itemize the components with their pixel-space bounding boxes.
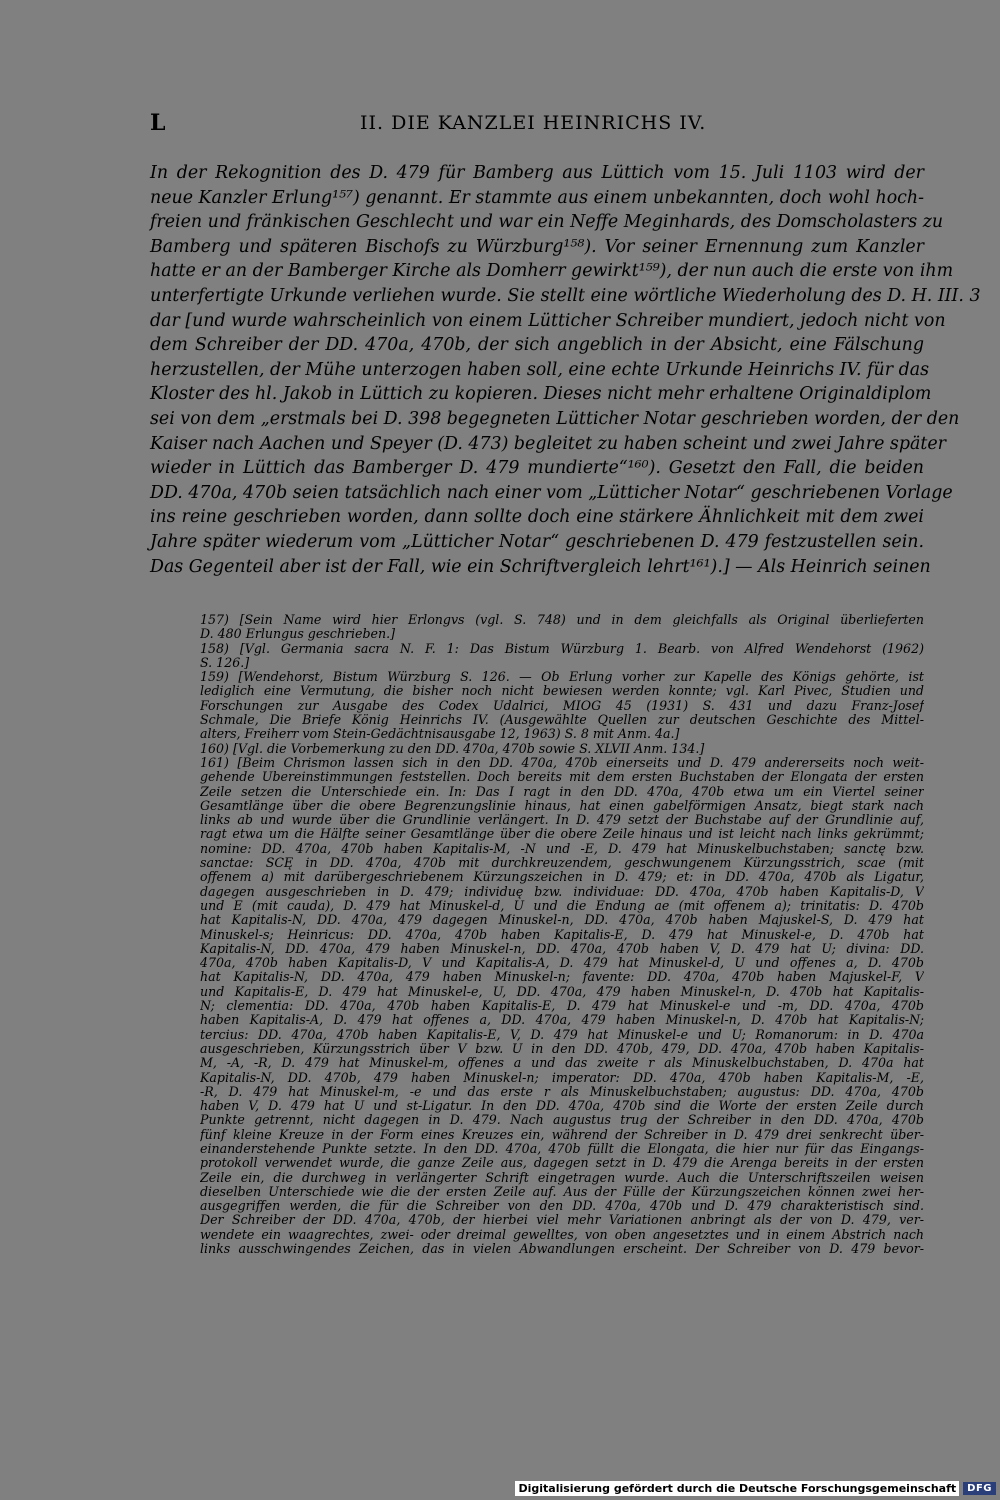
main-text-line: Jahre später wiederum vom „Lütticher Notar“ geschriebenen D. 479 festzustellen sein.: [150, 531, 924, 552]
footnotes: [200, 613, 924, 1256]
footnote-line: einanderstehende Punkte setzte. In den DD. 470a, 470b füllt die Elongata, die hier nur für das Eingangs-: [200, 1141, 924, 1156]
main-text-line: Kaiser nach Aachen und Speyer (D. 473) begleitet zu haben scheint und zwei Jahre später: [150, 433, 946, 454]
footnote-line: wendete ein waagrechtes, zwei- oder dreimal gewelltes, von oben angesetztes und in einem Abstrich nach: [200, 1227, 924, 1242]
main-text-line: Das Gegenteil aber ist der Fall, wie ein Schriftvergleich lehrt¹⁶¹).] — Als Heinrich seinen: [150, 556, 931, 577]
footnote-line: hat Kapitalis-N, DD. 470a, 479 dagegen Minuskel-n, DD. 470a, 470b haben Majuskel-S, D. 479 hat: [200, 913, 924, 928]
funding-notice: Digitalisierung gefördert durch die Deutsche Forschungsgemeinschaft: [515, 1481, 959, 1496]
main-text: [150, 161, 981, 579]
footnote-line: ragt etwa um die Hälfte seiner Gesamtlänge über die obere Zeile hinaus und ist leicht nach links gekrümmt;: [200, 827, 924, 842]
main-text-line: Bamberg und späteren Bischofs zu Würzburg¹⁵⁸). Vor seiner Ernennung zum Kanzler: [150, 236, 924, 257]
footnote-line: 159) [Wendehorst, Bistum Würzburg S. 126. — Ob Erlung vorher zur Kapelle des Königs gehörte, ist: [200, 670, 924, 685]
main-text-line: freien und fränkischen Geschlecht und war ein Neffe Meginhards, des Domscholasters zu: [150, 212, 944, 233]
running-title: II. DIE KANZLEI HEINRICHS IV.: [360, 112, 707, 134]
dfg-logo: DFG: [963, 1482, 996, 1495]
main-text-line: Kloster des hl. Jakob in Lüttich zu kopieren. Dieses nicht mehr erhaltene Originaldiplom: [150, 384, 932, 405]
footnote-line: und E (mit cauda), D. 479 hat Minuskel-d, U und die Endung ae (mit offenem a); trinitatis: D. 470b: [200, 898, 924, 913]
footnote-line: fünf kleine Kreuze in der Form eines Kreuzes ein, während der Schreiber in D. 479 drei senkrecht über-: [200, 1127, 924, 1142]
footnote-line: -R, D. 479 hat Minuskel-m, -e und das erste r als Minuskelbuchstaben; augustus: DD. 470a, 470b: [200, 1084, 924, 1099]
footnote-line: 160) [Vgl. die Vorbemerkung zu den DD. 470a, 470b sowie S. XLVII Anm. 134.]: [200, 741, 705, 756]
footnote-line: M, -A, -R, D. 479 hat Minuskel-m, offenes a und das zweite r als Minuskelbuchstaben, D. 470a hat: [200, 1056, 924, 1071]
page-number: L: [150, 110, 167, 136]
main-text-line: ins reine geschrieben worden, dann sollte doch eine stärkere Ähnlichkeit mit dem zwei: [150, 507, 924, 528]
footnote-line: D. 480 Erlungus geschrieben.]: [200, 627, 395, 642]
footnote-line: gehende Übereinstimmungen feststellen. Doch bereits mit dem ersten Buchstaben der Elongata der ersten: [200, 770, 924, 785]
footnote-line: Gesamtlänge über die obere Begrenzungslinie hinaus, hat einen gabelförmigen Ansatz, biegt stark nach: [200, 798, 924, 813]
footnote-line: 157) [Sein Name wird hier Erlongvs (vgl. S. 748) und in dem gleichfalls als Original überlieferten: [200, 613, 924, 627]
footnote-line: hat Kapitalis-N, DD. 470a, 479 haben Minuskel-n; favente: DD. 470a, 470b haben Majuskel-F, V: [200, 970, 924, 985]
main-text-line: wieder in Lüttich das Bamberger D. 479 mundierte“¹⁶⁰). Gesetzt den Fall, die beiden: [150, 458, 924, 479]
footnote-line: 161) [Beim Chrismon lassen sich in den DD. 470a, 470b einerseits und D. 479 andererseits noch weit-: [200, 755, 924, 770]
footnote-line: Punkte getrennt, nicht dagegen in D. 479. Nach augustus trug der Schreiber in den DD. 470a, 470b: [200, 1113, 924, 1128]
footnote-line: protokoll verwendet wurde, die ganze Zeile aus, dagegen setzt in D. 479 die Arenga bereits in der ersten: [200, 1156, 924, 1171]
footnote-line: Kapitalis-N, DD. 470b, 479 haben Minuskel-n; imperator: DD. 470a, 470b haben Kapitalis-M, -E,: [200, 1070, 924, 1085]
main-text-line: In der Rekognition des D. 479 für Bamberg aus Lüttich vom 15. Juli 1103 wird der: [150, 163, 924, 183]
footnote-line: Kapitalis-N, DD. 470a, 479 haben Minuskel-n, DD. 470a, 470b haben V, D. 479 hat U; divina: DD.: [200, 941, 924, 956]
main-text-line: hatte er an der Bamberger Kirche als Domherr gewirkt¹⁵⁹), der nun auch die erste von ihm: [150, 261, 954, 282]
main-text-line: unterfertigte Urkunde verliehen wurde. Sie stellt eine wörtliche Wiederholung des D. H. III. 3: [150, 285, 981, 306]
footnote-line: Zeile setzen die Unterschiede ein. In: Das I ragt in den DD. 470a, 470b etwa um ein Viertel seiner: [200, 784, 924, 799]
footnote-line: haben Kapitalis-A, D. 479 hat offenes a, DD. 470a, 479 haben Minuskel-n, D. 470b hat Kapitalis-N;: [200, 1013, 924, 1028]
footnote-line: ausgegriffen werden, die für die Schreiber von den DD. 470a, 470b und D. 479 charakteristisch sind.: [200, 1199, 924, 1214]
footnote-line: ausgeschrieben, Kürzungsstrich über V bzw. U in den DD. 470b, 479, DD. 470a, 470b haben Kapitalis-: [200, 1041, 924, 1056]
footnote-line: dieselben Unterschiede wie die der ersten Zeile auf. Aus der Fülle der Kürzungszeichen können zwei her-: [200, 1184, 924, 1199]
footnote-line: offenem a) mit darübergeschriebenem Kürzungszeichen in D. 479; et: in DD. 470a, 470b als Ligatur,: [200, 870, 924, 885]
footnote-line: Forschungen zur Ausgabe des Codex Udalrici, MIÖG 45 (1931) S. 431 und dazu Franz-Josef: [200, 698, 924, 713]
footnote-line: N; clementia: DD. 470a, 470b haben Kapitalis-E, D. 479 hat Minuskel-e und -m, DD. 470a, 470b: [200, 999, 924, 1014]
main-text-line: neue Kanzler Erlung¹⁵⁷) genannt. Er stammte aus einem unbekannten, doch wohl hoch-: [150, 187, 924, 208]
footnote-line: Schmale, Die Briefe König Heinrichs IV. (Ausgewählte Quellen zur deutschen Geschichte des Mittel-: [200, 713, 924, 728]
main-text-line: dem Schreiber der DD. 470a, 470b, der sich angeblich in der Absicht, eine Fälschung: [150, 335, 924, 356]
main-text-line: herzustellen, der Mühe unterzogen haben soll, eine echte Urkunde Heinrichs IV. für das: [150, 359, 930, 380]
footnote-line: und Kapitalis-E, D. 479 hat Minuskel-e, U, DD. 470a, 479 haben Minuskel-n, D. 470b hat Kapitalis-: [200, 984, 924, 999]
footnote-line: lediglich eine Vermutung, die bisher noch nicht bewiesen werden konnte; vgl. Karl Pivec, Studien und: [200, 684, 924, 699]
footnote-line: haben V, D. 479 hat U und st-Ligatur. In den DD. 470a, 470b sind die Worte der ersten Zeile durch: [200, 1099, 924, 1114]
footnote-line: tercius: DD. 470a, 470b haben Kapitalis-E, V, D. 479 hat Minuskel-e und U; Romanorum: in D. 470a: [200, 1027, 924, 1042]
footnote-line: sanctae: SCĘ in DD. 470a, 470b mit durchkreuzendem, geschwungenem Kürzungsstrich, scae (mit: [200, 856, 924, 871]
main-text-line: DD. 470a, 470b seien tatsächlich nach einer vom „Lütticher Notar“ geschriebenen Vorlage: [150, 482, 953, 503]
footnote-line: Der Schreiber der DD. 470a, 470b, der hierbei viel mehr Variationen anbringt als der von D. 479, ver-: [200, 1213, 924, 1228]
main-text-line: sei von dem „erstmals bei D. 398 begegneten Lütticher Notar geschrieben worden, der den: [150, 408, 960, 429]
main-text-line: dar [und wurde wahrscheinlich von einem Lütticher Schreiber mundiert, jedoch nicht von: [150, 310, 946, 331]
footer: [515, 1481, 996, 1496]
footnote-line: 158) [Vgl. Germania sacra N. F. 1: Das Bistum Würzburg 1. Bearb. von Alfred Wendehorst (1962): [200, 641, 924, 656]
footnote-line: nomine: DD. 470a, 470b haben Kapitalis-M, -N und -E, D. 479 hat Minuskelbuchstaben; sanctę bzw.: [200, 841, 924, 856]
footnote-line: 470a, 470b haben Kapitalis-D, V und Kapitalis-A, D. 479 hat Minuskel-d, U und offenes a, D. 470b: [200, 956, 924, 971]
footnote-line: dagegen ausgeschrieben in D. 479; individuę bzw. individuae: DD. 470a, 470b haben Kapitalis-D, V: [200, 884, 924, 899]
footnote-line: Zeile ein, die durchweg in verlängerter Schrift eingetragen wurde. Auch die Unterschriftszeilen weisen: [200, 1170, 924, 1185]
footnote-line: links ausschwingendes Zeichen, das in vielen Abwandlungen erscheint. Der Schreiber von D. 479 bevor-: [200, 1242, 924, 1257]
footnote-line: Minuskel-s; Heinricus: DD. 470a, 470b haben Kapitalis-E, D. 479 hat Minuskel-e, D. 470b hat: [200, 927, 924, 942]
footnote-line: S. 126.]: [200, 655, 250, 670]
footnote-line: links ab und wurde über die Grundlinie verlängert. In D. 479 setzt der Buchstabe auf der Grundlinie auf,: [200, 813, 924, 828]
footnote-line: alters, Freiherr vom Stein-Gedächtnisausgabe 12, 1963) S. 8 mit Anm. 4a.]: [200, 727, 680, 742]
